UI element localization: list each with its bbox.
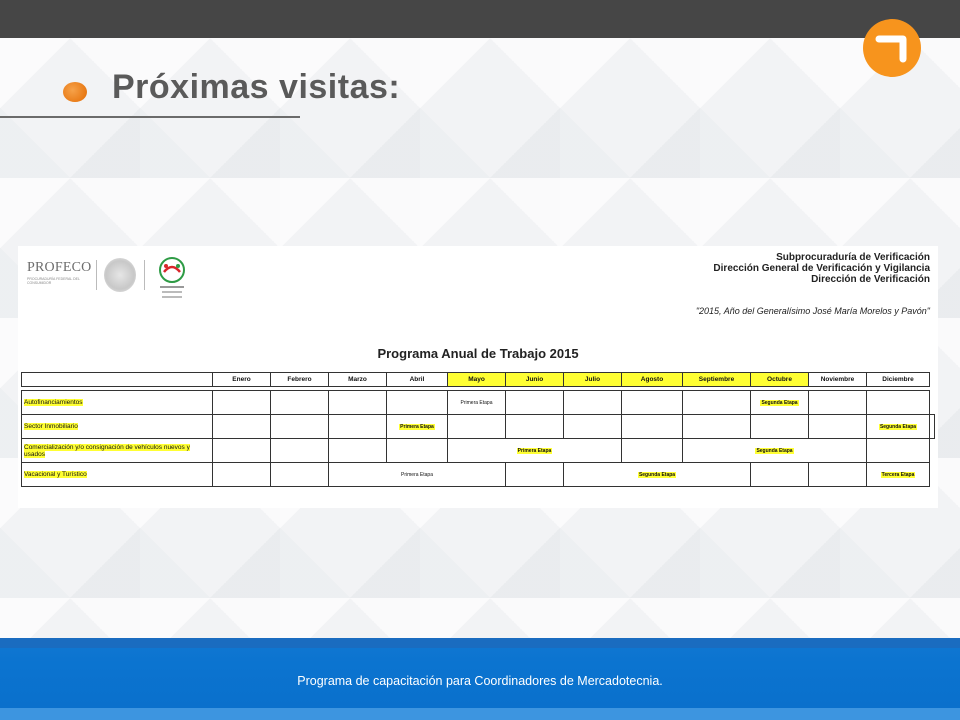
mexico-seal-icon bbox=[104, 258, 136, 292]
footer-top-stripe bbox=[0, 638, 960, 648]
table-cell bbox=[564, 391, 622, 415]
title-underline bbox=[0, 116, 300, 118]
table-cell bbox=[506, 463, 564, 487]
table-row bbox=[22, 439, 935, 463]
month-header: Septiembre bbox=[683, 373, 751, 387]
month-header: Octubre bbox=[751, 373, 809, 387]
table-cell bbox=[213, 463, 271, 487]
table-row bbox=[22, 391, 935, 415]
month-header: Julio bbox=[564, 373, 622, 387]
table-cell bbox=[213, 415, 271, 439]
title-bullet-icon bbox=[63, 82, 87, 102]
footer-bottom-stripe bbox=[0, 708, 960, 720]
table-cell bbox=[448, 439, 622, 463]
table-cell bbox=[867, 439, 930, 463]
table-cell bbox=[271, 415, 329, 439]
month-header: Febrero bbox=[271, 373, 329, 387]
table-cell bbox=[329, 439, 387, 463]
month-header: Abril bbox=[387, 373, 448, 387]
category-label: Comercialización y/o consignación de vehículos nuevos y usados bbox=[24, 443, 190, 458]
embedded-document bbox=[18, 246, 938, 508]
program-logo-icon bbox=[154, 254, 190, 302]
stage-label: Primera Etapa bbox=[400, 424, 434, 430]
stage-label: Primera Etapa bbox=[401, 472, 433, 478]
header-cell-empty bbox=[22, 373, 213, 387]
table-cell bbox=[751, 391, 809, 415]
table-cell bbox=[622, 415, 683, 439]
table-cell bbox=[448, 391, 506, 415]
table-cell bbox=[867, 463, 930, 487]
table-cell bbox=[564, 463, 751, 487]
table-row bbox=[22, 415, 935, 439]
stage-label: Segunda Etapa bbox=[756, 448, 793, 454]
table-cell bbox=[387, 391, 448, 415]
table-cell bbox=[329, 463, 506, 487]
table-cell bbox=[683, 439, 867, 463]
header-line: Dirección General de Verificación y Vigilancia bbox=[713, 263, 930, 274]
logo-divider bbox=[96, 260, 97, 290]
month-header: Noviembre bbox=[809, 373, 867, 387]
category-cell bbox=[22, 415, 213, 439]
table-cell bbox=[329, 415, 387, 439]
table-cell bbox=[809, 391, 867, 415]
table-cell bbox=[213, 439, 271, 463]
category-label: Vacacional y Turístico bbox=[24, 471, 87, 478]
table-cell bbox=[751, 415, 809, 439]
table-cell bbox=[271, 391, 329, 415]
table-header-row bbox=[22, 373, 935, 387]
stage-label: Primera Etapa bbox=[517, 448, 552, 454]
table-cell bbox=[622, 439, 683, 463]
table-cell bbox=[506, 415, 564, 439]
table-cell bbox=[751, 463, 809, 487]
table-cell bbox=[271, 463, 329, 487]
category-cell bbox=[22, 391, 213, 415]
schedule-table bbox=[21, 372, 935, 487]
month-header: Diciembre bbox=[867, 373, 930, 387]
page-title: Próximas visitas: bbox=[112, 68, 401, 106]
table-cell bbox=[506, 391, 564, 415]
stage-label: Primera Etapa bbox=[460, 400, 493, 406]
month-header: Mayo bbox=[448, 373, 506, 387]
stage-label: Tercera Etapa bbox=[881, 472, 915, 478]
table-cell bbox=[387, 415, 448, 439]
table-cell bbox=[809, 463, 867, 487]
stage-label: Segunda Etapa bbox=[638, 472, 676, 478]
document-header bbox=[713, 252, 930, 285]
table-cell bbox=[809, 415, 867, 439]
table-cell bbox=[683, 415, 751, 439]
category-label: Sector Inmobiliario bbox=[24, 423, 78, 430]
stage-label: Segunda Etapa bbox=[761, 400, 798, 406]
month-header: Enero bbox=[213, 373, 271, 387]
table-cell bbox=[564, 415, 622, 439]
year-motto: "2015, Año del Generalísimo José María Morelos y Pavón" bbox=[695, 306, 930, 316]
table-cell bbox=[683, 391, 751, 415]
profeco-logo-subtext: PROCURADURÍA FEDERAL DEL CONSUMIDOR bbox=[27, 277, 80, 285]
logo-divider bbox=[144, 260, 145, 290]
footer-text: Programa de capacitación para Coordinadores de Mercadotecnia. bbox=[297, 674, 663, 688]
brand-logo-icon bbox=[863, 19, 921, 77]
header-line: Subprocuraduría de Verificación bbox=[776, 252, 930, 263]
month-header: Junio bbox=[506, 373, 564, 387]
table-cell bbox=[867, 415, 930, 439]
table-cell bbox=[930, 415, 935, 439]
header-line: Dirección de Verificación bbox=[811, 274, 930, 285]
category-cell bbox=[22, 463, 213, 487]
table-cell bbox=[271, 439, 329, 463]
month-header: Agosto bbox=[622, 373, 683, 387]
stage-label: Segunda Etapa bbox=[879, 424, 917, 430]
table-cell bbox=[867, 391, 930, 415]
table-cell bbox=[329, 391, 387, 415]
table-cell bbox=[448, 415, 506, 439]
table-cell bbox=[622, 391, 683, 415]
category-cell bbox=[22, 439, 213, 463]
table-cell bbox=[387, 439, 448, 463]
profeco-logo: PROFECO bbox=[27, 260, 92, 275]
category-label: Autofinanciamientos bbox=[24, 399, 83, 406]
table-row bbox=[22, 463, 935, 487]
month-header: Marzo bbox=[329, 373, 387, 387]
table-cell bbox=[213, 391, 271, 415]
document-title: Programa Anual de Trabajo 2015 bbox=[377, 346, 579, 361]
top-bar bbox=[0, 0, 960, 38]
